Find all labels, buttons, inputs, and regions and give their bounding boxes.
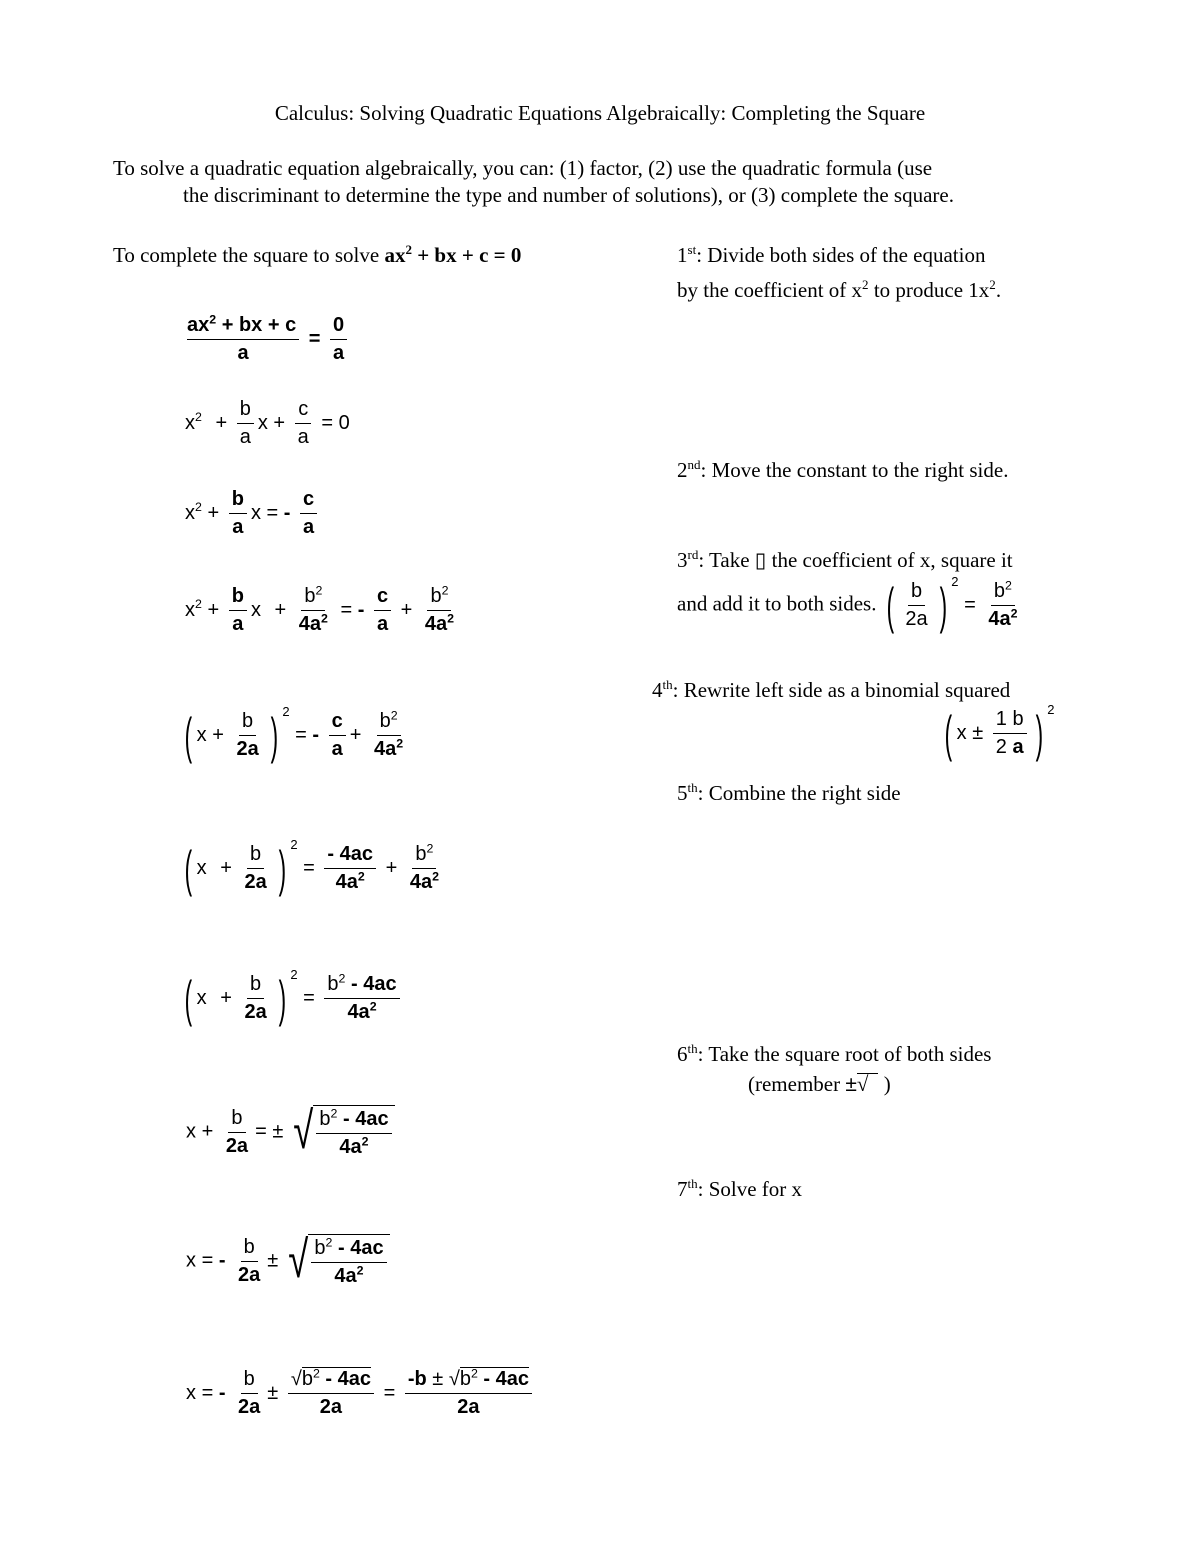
equation-add-square: $x^2$ + $\frac{b}{a}$ x + $\frac{b^2}{4a^2}$ = - $\frac{c}{a}$ + $\frac{b^2}{4a^2}$	[185, 583, 455, 635]
step-1-line-2: by the coefficient of $x^2$ to produce $1x^2$.	[677, 277, 1002, 302]
step-6-line-2: (remember ±√ )	[748, 1072, 891, 1096]
equation-quadratic-formula: x = - $\frac{b}{2a}$ ± $\frac{√b^2 - 4ac}{2a}$ = $\frac{-b \pm √b^2 - 4ac}{2a}$	[186, 1368, 536, 1419]
equation-move-constant: $x^2$ + $\frac{b}{a}$ x = - $\frac{c}{a}$	[185, 488, 321, 539]
step-6: 6th: Take the square root of both sides	[677, 1041, 992, 1066]
step-4: 4th: Rewrite left side as a binomial squared	[652, 677, 1011, 702]
equation-binomial: ( x + $\frac{b}{2a}$ ) $^2$ = - $\frac{c}{a}$ + $\frac{b^2}{4a^2}$	[184, 704, 404, 764]
equation-combined: ( x + $\frac{b}{2a}$ ) $^2$ = $\frac{b^2 - 4ac}{4a^2}$	[180, 973, 404, 1024]
equation-solve-x: x = - $\frac{b}{2a}$ ± √ $\frac{b^2 - 4ac}{4a^2}$	[186, 1234, 390, 1288]
step-3: 3rd: Take ▯ the coefficient of x, square it	[677, 547, 1013, 572]
lead-line	[113, 243, 521, 268]
step-7: 7th: Solve for x	[677, 1176, 803, 1201]
step-5: 5th: Combine the right side	[677, 780, 901, 805]
lead-text: To complete the square to solve	[113, 243, 380, 267]
equation-divided-terms: $x^2$ + $\frac{b}{a}$ x + $\frac{c}{a}$ = 0	[185, 398, 350, 448]
step-1: 1st: Divide both sides of the equation	[677, 242, 986, 267]
step-4-binomial: ( x ± $\frac{1 b}{2 a}$ ) $^2$	[944, 702, 1055, 762]
intro-line-1: To solve a quadratic equation algebraically, you can: (1) factor, (2) use the quadratic formula (use	[113, 156, 933, 180]
step-3-line-2: and add it to both sides. ( $\frac{b}{2a}$ ) $^2$ = $\frac{b^2}{4a^2}$	[677, 574, 1018, 634]
equation-common-denominator: ( x + $\frac{b}{2a}$ ) $^2$ = $\frac{- 4ac}{4a^2}$ + $\frac{b^2}{4a^2}$	[184, 837, 439, 897]
equation-divide: $\frac{ax^2 + bx + c}{a}$ = $\frac{0}{a}$	[183, 314, 351, 365]
radical-icon: √	[857, 1073, 879, 1095]
lead-equation: $ax^2$ + bx + c = 0	[384, 242, 522, 267]
intro-line-2: the discriminant to determine the type and number of solutions), or (3) complete the square.	[183, 183, 954, 207]
equation-square-root: x + $\frac{b}{2a}$ = ± √ $\frac{b^2 - 4ac}{4a^2}$	[186, 1105, 395, 1159]
step-2: 2nd: Move the constant to the right side.	[677, 457, 1009, 482]
page-title: Calculus: Solving Quadratic Equations Algebraically: Completing the Square	[274, 101, 926, 125]
